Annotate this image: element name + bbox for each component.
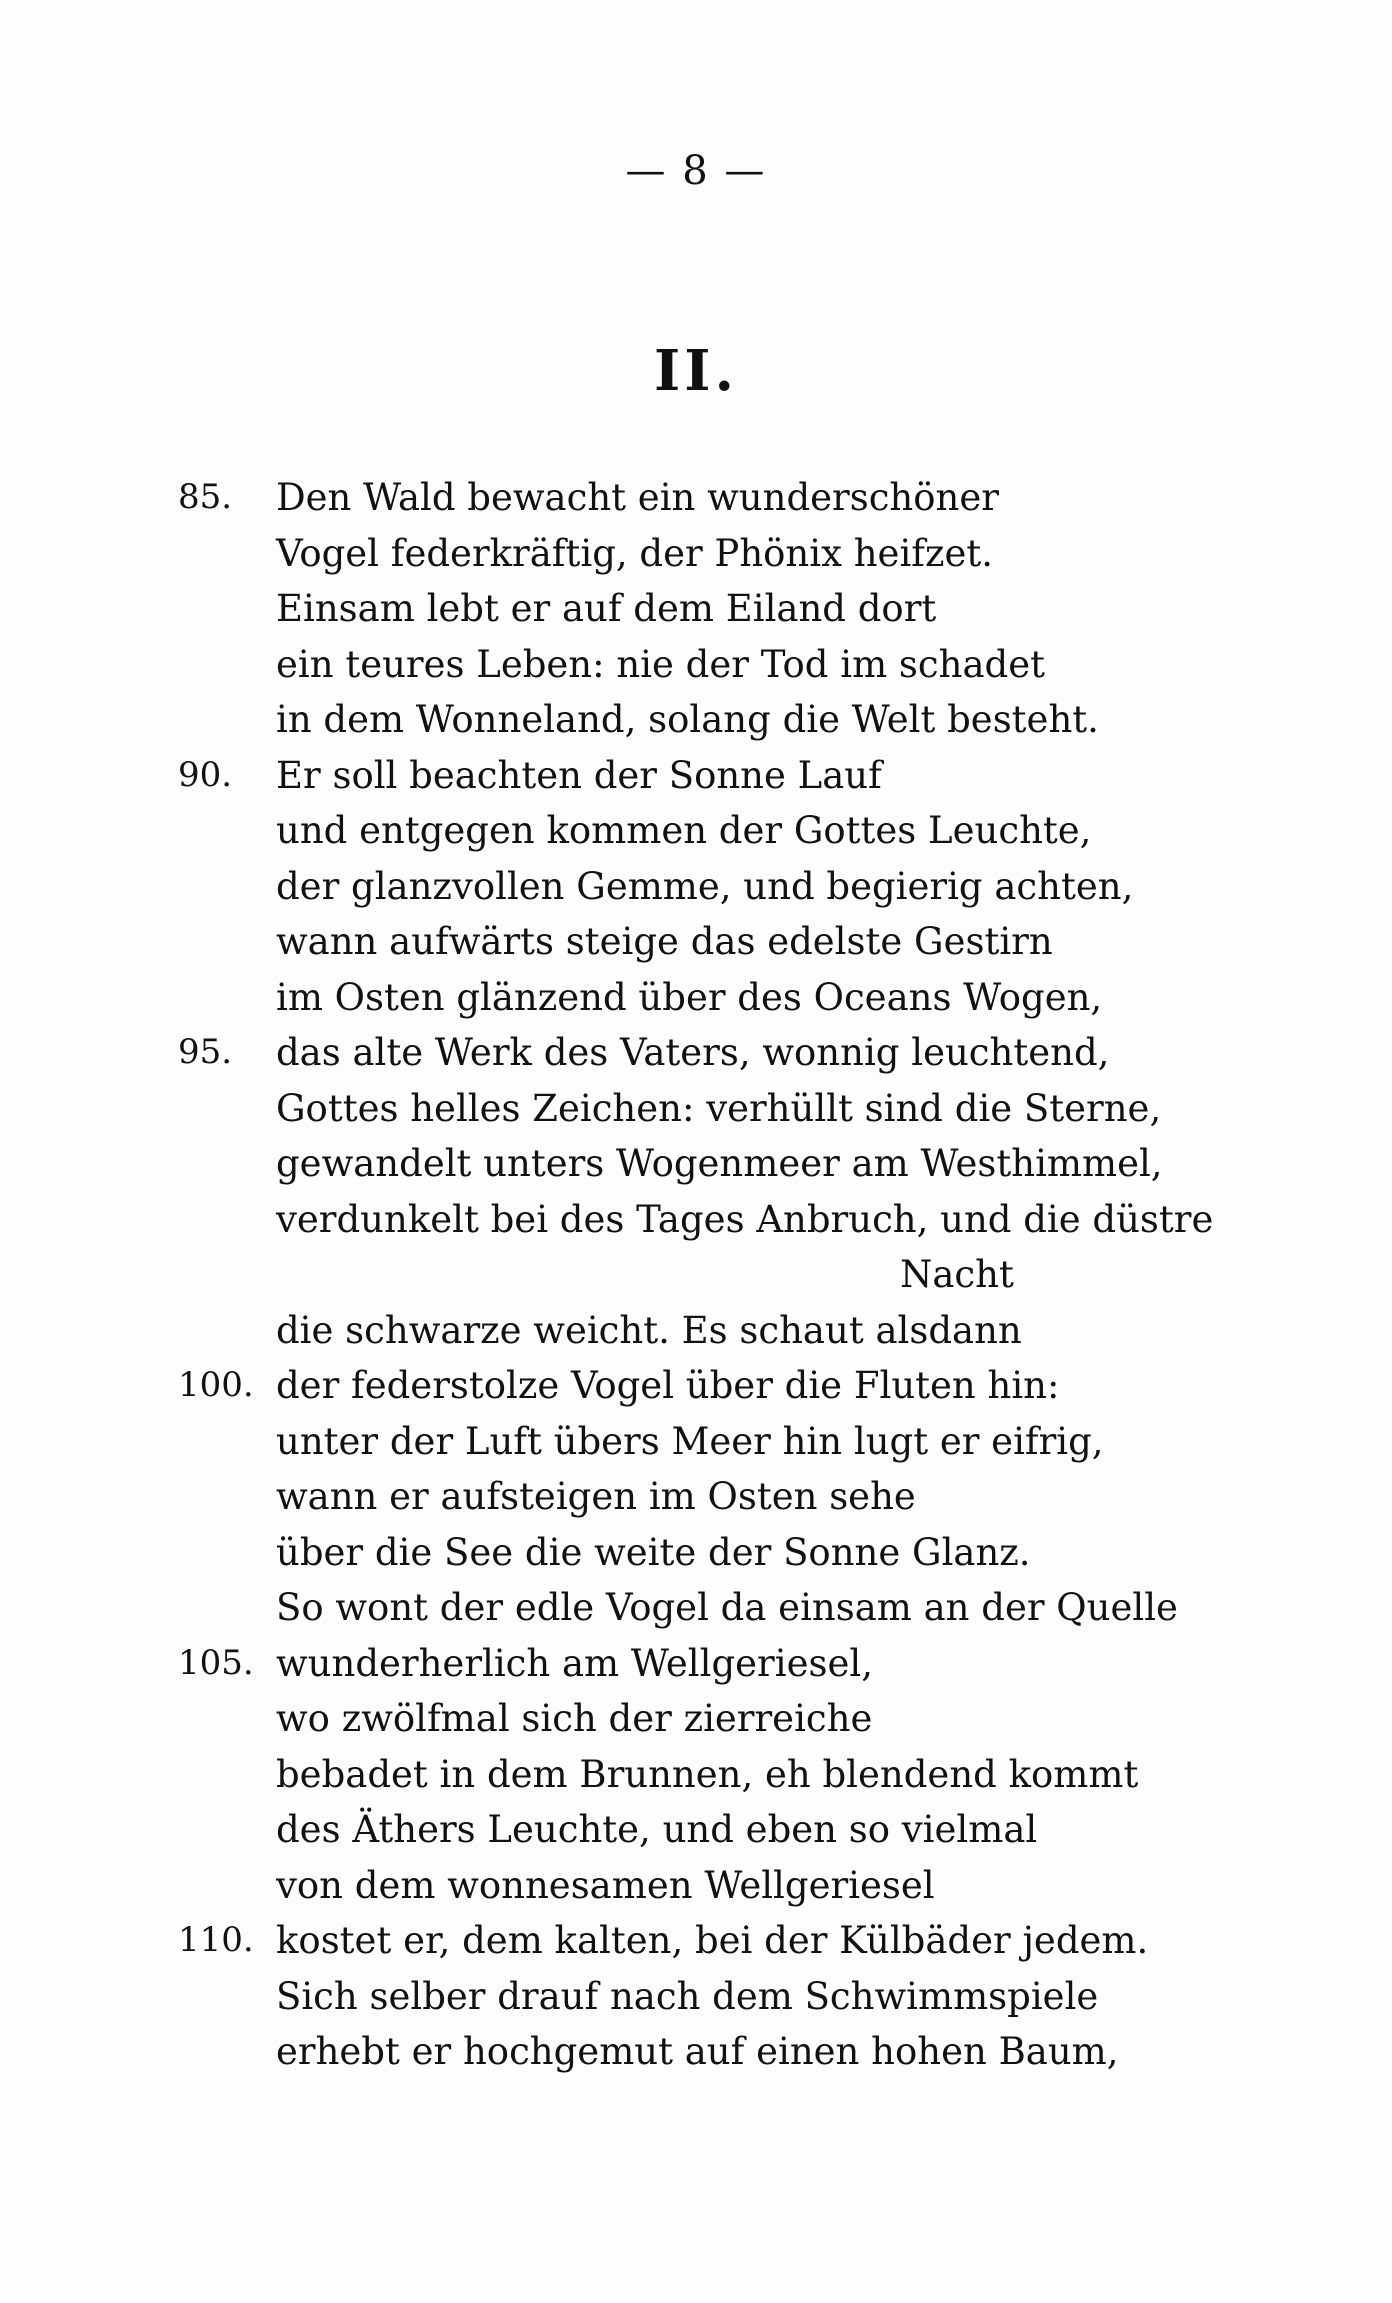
poem-line <box>0 1081 1392 1137</box>
line-text: die schwarze weicht. Es schaut alsdann <box>276 1308 1022 1352</box>
line-text: unter der Luft übers Meer hin lugt er eifrig, <box>276 1419 1104 1463</box>
line-text: der glanzvollen Gemme, und begierig achten, <box>276 864 1134 908</box>
poem-line <box>0 470 1392 526</box>
line-text: und entgegen kommen der Gottes Leuchte, <box>276 809 1092 852</box>
line-text: Den Wald bewacht ein wunderschöner <box>276 476 999 519</box>
line-text: wo zwölfmal sich der zierreiche <box>276 1697 873 1740</box>
poem-line <box>0 1414 1392 1470</box>
poem-line <box>0 803 1392 859</box>
line-number: 110. <box>178 1920 254 1960</box>
poem-line <box>0 1802 1392 1858</box>
line-text: wann aufwärts steige das edelste Gestirn <box>276 920 1053 963</box>
line-text: gewandelt unters Wogenmeer am Westhimmel, <box>276 1142 1163 1185</box>
poem-line <box>0 1580 1392 1636</box>
line-text: ein teures Leben: nie der Tod im schadet <box>276 642 1045 686</box>
line-number: 105. <box>178 1642 254 1683</box>
poem-line <box>0 1525 1392 1581</box>
poem-line <box>0 1469 1392 1525</box>
line-text: Vogel federkräftig, der Phönix heifzet. <box>276 531 994 575</box>
poem-line <box>0 1858 1392 1914</box>
line-number: 90. <box>178 754 233 795</box>
line-text: in dem Wonneland, solang die Welt besteht. <box>276 698 1099 741</box>
line-number: 95. <box>178 1032 233 1072</box>
line-text: der federstolze Vogel über die Fluten hin: <box>276 1364 1060 1407</box>
poem-line <box>0 581 1392 637</box>
poem-line <box>0 1969 1392 2025</box>
poem-line <box>0 1025 1392 1081</box>
poem-line <box>0 2024 1392 2080</box>
poem-line <box>0 1636 1392 1692</box>
line-text: Einsam lebt er auf dem Eiland dort <box>276 587 937 630</box>
line-text: über die See die weite der Sonne Glanz. <box>276 1530 1031 1574</box>
poem-line <box>0 637 1392 693</box>
poem-line <box>0 1747 1392 1803</box>
poem-body <box>0 470 1392 2080</box>
line-text: Gottes helles Zeichen: verhüllt sind die Sterne, <box>276 1086 1162 1130</box>
line-text: das alte Werk des Vaters, wonnig leuchtend, <box>276 1031 1110 1074</box>
line-text: wann er aufsteigen im Osten sehe <box>276 1475 916 1518</box>
poem-line <box>0 1691 1392 1747</box>
line-text: Sich selber drauf nach dem Schwimmspiele <box>276 1974 1099 2018</box>
line-text: des Äthers Leuchte, und eben so vielmal <box>276 1808 1038 1851</box>
line-text: wunderherlich am Wellgeriesel, <box>276 1641 873 1685</box>
poem-line <box>0 970 1392 1026</box>
poem-line <box>0 859 1392 915</box>
line-number: 100. <box>178 1365 254 1405</box>
line-text: bebadet in dem Brunnen, eh blendend kommt <box>276 1752 1139 1796</box>
poem-line <box>0 692 1392 748</box>
poem-line <box>0 1247 1392 1303</box>
poem-line <box>0 1192 1392 1248</box>
line-text: von dem wonnesamen Wellgeriesel <box>276 1863 935 1907</box>
page-number: — 8 — <box>625 148 767 194</box>
line-text: kostet er, dem kalten, bei der Külbäder jedem. <box>276 1919 1149 1962</box>
poem-line <box>0 1136 1392 1192</box>
poem-line <box>0 914 1392 970</box>
line-text: So wont der edle Vogel da einsam an der Quelle <box>276 1586 1178 1629</box>
line-text: Nacht <box>900 1253 1014 1296</box>
line-number: 85. <box>178 477 233 517</box>
line-text: Er soll beachten der Sonne Lauf <box>276 753 882 797</box>
line-text: im Osten glänzend über des Oceans Wogen, <box>276 975 1103 1019</box>
line-text: erhebt er hochgemut auf einen hohen Baum, <box>276 2030 1119 2073</box>
line-text: verdunkelt bei des Tages Anbruch, und die düstre <box>276 1197 1214 1241</box>
poem-line <box>0 526 1392 582</box>
poem-line <box>0 1913 1392 1969</box>
poem-line <box>0 748 1392 804</box>
section-heading: II. <box>654 338 738 404</box>
poem-line <box>0 1303 1392 1359</box>
poem-line <box>0 1358 1392 1414</box>
